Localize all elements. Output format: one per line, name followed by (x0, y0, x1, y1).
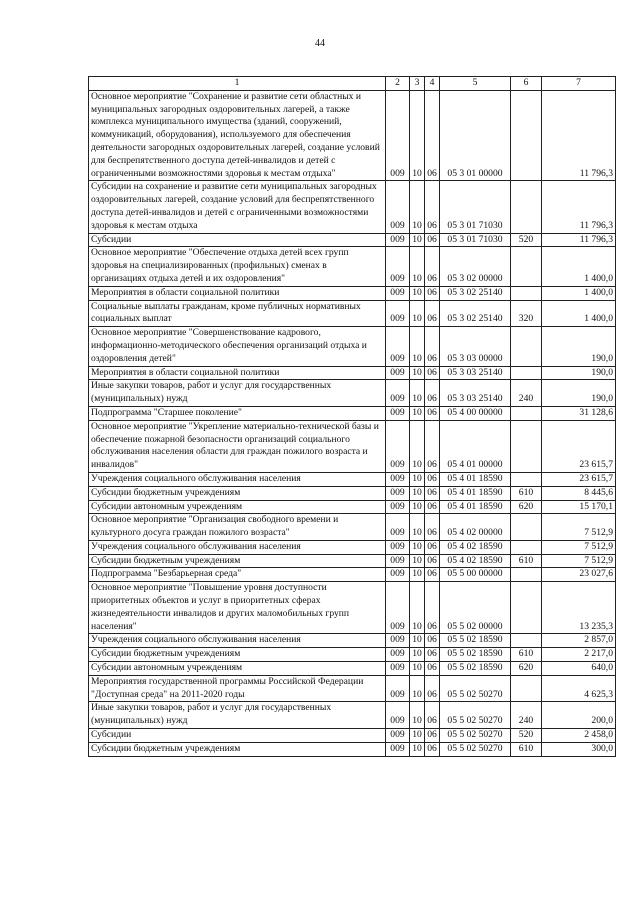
row-name-cell: Мероприятия государственной программы Российской Федерации "Доступная среда" на 2011-2020 годы (89, 675, 386, 702)
section-code-cell: 10 (410, 247, 425, 286)
table-row (89, 486, 616, 500)
subsection-code-cell: 06 (425, 568, 440, 582)
amount-cell: 23 027,6 (542, 568, 616, 582)
section-code-cell: 10 (410, 286, 425, 300)
section-code-cell: 10 (410, 486, 425, 500)
subsection-code-cell: 06 (425, 286, 440, 300)
expense-type-code-cell: 620 (511, 500, 542, 514)
amount-cell: 190,0 (542, 366, 616, 380)
amount-cell: 2 857,0 (542, 634, 616, 648)
table-row (89, 742, 616, 756)
section-code-cell: 10 (410, 233, 425, 247)
ministry-code-cell: 009 (386, 729, 410, 743)
amount-cell: 190,0 (542, 327, 616, 366)
target-article-code-cell: 05 4 02 18590 (440, 554, 511, 568)
section-code-cell: 10 (410, 742, 425, 756)
target-article-code-cell: 05 4 02 18590 (440, 540, 511, 554)
target-article-code-cell: 05 3 02 25140 (440, 286, 511, 300)
row-name-cell: Субсидии бюджетным учреждениям (89, 486, 386, 500)
target-article-code-cell: 05 3 03 00000 (440, 327, 511, 366)
expense-type-code-cell (511, 327, 542, 366)
expense-type-code-cell (511, 406, 542, 420)
subsection-code-cell: 06 (425, 380, 440, 407)
ministry-code-cell: 009 (386, 406, 410, 420)
row-name-cell: Основное мероприятие "Укрепление материально-технической базы и обеспечение пожарной безопасности организаций социального обслуживания населения области для граждан пожилого возраста и инвалидов" (89, 420, 386, 472)
target-article-code-cell: 05 3 01 00000 (440, 90, 511, 181)
subsection-code-cell: 06 (425, 181, 440, 233)
section-code-cell: 10 (410, 380, 425, 407)
target-article-code-cell: 05 3 01 71030 (440, 181, 511, 233)
table-row (89, 286, 616, 300)
ministry-code-cell: 009 (386, 742, 410, 756)
expense-type-code-cell (511, 568, 542, 582)
header-cell-2: 2 (386, 77, 410, 91)
table-row (89, 729, 616, 743)
header-cell-6: 6 (511, 77, 542, 91)
subsection-code-cell: 06 (425, 486, 440, 500)
amount-cell: 1 400,0 (542, 247, 616, 286)
amount-cell: 300,0 (542, 742, 616, 756)
table-row (89, 380, 616, 407)
ministry-code-cell: 009 (386, 366, 410, 380)
row-name-cell: Субсидии на сохранение и развитие сети муниципальных загородных оздоровительных лагерей, создание условий для беспрепятственного доступа детей-инвалидов и детей с ограниченными возможностями здоровья к местам отдыха (89, 181, 386, 233)
expense-type-code-cell (511, 514, 542, 541)
table-row (89, 327, 616, 366)
target-article-code-cell: 05 3 01 71030 (440, 233, 511, 247)
target-article-code-cell: 05 3 02 00000 (440, 247, 511, 286)
ministry-code-cell: 009 (386, 327, 410, 366)
target-article-code-cell: 05 5 02 18590 (440, 634, 511, 648)
subsection-code-cell: 06 (425, 472, 440, 486)
section-code-cell: 10 (410, 648, 425, 662)
subsection-code-cell: 06 (425, 366, 440, 380)
expense-type-code-cell (511, 366, 542, 380)
table-row (89, 702, 616, 729)
row-name-cell: Иные закупки товаров, работ и услуг для государственных (муниципальных) нужд (89, 380, 386, 407)
section-code-cell: 10 (410, 500, 425, 514)
row-name-cell: Учреждения социального обслуживания населения (89, 634, 386, 648)
subsection-code-cell: 06 (425, 233, 440, 247)
ministry-code-cell: 009 (386, 181, 410, 233)
row-name-cell: Подпрограмма "Безбарьерная среда" (89, 568, 386, 582)
section-code-cell: 10 (410, 554, 425, 568)
target-article-code-cell: 05 4 01 18590 (440, 500, 511, 514)
table-row (89, 233, 616, 247)
table-row (89, 366, 616, 380)
amount-cell: 23 615,7 (542, 472, 616, 486)
ministry-code-cell: 009 (386, 702, 410, 729)
amount-cell: 23 615,7 (542, 420, 616, 472)
subsection-code-cell: 06 (425, 300, 440, 327)
row-name-cell: Субсидии (89, 729, 386, 743)
table-row (89, 90, 616, 181)
row-name-cell: Субсидии бюджетным учреждениям (89, 742, 386, 756)
subsection-code-cell: 06 (425, 634, 440, 648)
expense-type-code-cell: 610 (511, 648, 542, 662)
ministry-code-cell: 009 (386, 500, 410, 514)
row-name-cell: Мероприятия в области социальной политики (89, 286, 386, 300)
subsection-code-cell: 06 (425, 729, 440, 743)
amount-cell: 11 796,3 (542, 90, 616, 181)
subsection-code-cell: 06 (425, 500, 440, 514)
subsection-code-cell: 06 (425, 675, 440, 702)
row-name-cell: Субсидии автономным учреждениям (89, 662, 386, 676)
row-name-cell: Социальные выплаты гражданам, кроме публичных нормативных социальных выплат (89, 300, 386, 327)
subsection-code-cell: 06 (425, 420, 440, 472)
row-name-cell: Мероприятия в области социальной политики (89, 366, 386, 380)
expense-type-code-cell (511, 286, 542, 300)
expense-type-code-cell: 240 (511, 380, 542, 407)
ministry-code-cell: 009 (386, 486, 410, 500)
expense-type-code-cell (511, 472, 542, 486)
target-article-code-cell: 05 3 03 25140 (440, 380, 511, 407)
budget-table (88, 76, 616, 757)
expense-type-code-cell (511, 540, 542, 554)
row-name-cell: Основное мероприятие "Совершенствование кадрового, информационно-методического обеспечения организаций отдыха и оздоровления детей" (89, 327, 386, 366)
row-name-cell: Учреждения социального обслуживания населения (89, 540, 386, 554)
page-number: 44 (315, 38, 325, 49)
ministry-code-cell: 009 (386, 286, 410, 300)
subsection-code-cell: 06 (425, 406, 440, 420)
expense-type-code-cell (511, 634, 542, 648)
amount-cell: 8 445,6 (542, 486, 616, 500)
header-cell-3: 3 (410, 77, 425, 91)
ministry-code-cell: 009 (386, 568, 410, 582)
expense-type-code-cell (511, 90, 542, 181)
row-name-cell: Субсидии бюджетным учреждениям (89, 648, 386, 662)
expense-type-code-cell: 610 (511, 486, 542, 500)
amount-cell: 31 128,6 (542, 406, 616, 420)
section-code-cell: 10 (410, 514, 425, 541)
row-name-cell: Субсидии автономным учреждениям (89, 500, 386, 514)
amount-cell: 7 512,9 (542, 514, 616, 541)
target-article-code-cell: 05 5 02 50270 (440, 742, 511, 756)
header-cell-5: 5 (440, 77, 511, 91)
expense-type-code-cell (511, 181, 542, 233)
amount-cell: 15 170,1 (542, 500, 616, 514)
row-name-cell: Основное мероприятие "Повышение уровня доступности приоритетных объектов и услуг в приоритетных сферах жизнедеятельности инвалидов и других маломобильных групп населения" (89, 582, 386, 634)
table-row (89, 568, 616, 582)
row-name-cell: Субсидии (89, 233, 386, 247)
table-row (89, 675, 616, 702)
target-article-code-cell: 05 4 01 00000 (440, 420, 511, 472)
ministry-code-cell: 009 (386, 247, 410, 286)
subsection-code-cell: 06 (425, 540, 440, 554)
table-row (89, 406, 616, 420)
expense-type-code-cell (511, 582, 542, 634)
section-code-cell: 10 (410, 420, 425, 472)
target-article-code-cell: 05 5 02 00000 (440, 582, 511, 634)
target-article-code-cell: 05 5 02 50270 (440, 675, 511, 702)
row-name-cell: Основное мероприятие "Обеспечение отдыха детей всех групп здоровья на специализированных (профильных) сменах в организациях отдыха детей и их оздоровления" (89, 247, 386, 286)
amount-cell: 4 625,3 (542, 675, 616, 702)
section-code-cell: 10 (410, 568, 425, 582)
table-row (89, 634, 616, 648)
ministry-code-cell: 009 (386, 420, 410, 472)
ministry-code-cell: 009 (386, 540, 410, 554)
expense-type-code-cell: 620 (511, 662, 542, 676)
ministry-code-cell: 009 (386, 514, 410, 541)
target-article-code-cell: 05 5 00 00000 (440, 568, 511, 582)
row-name-cell: Основное мероприятие "Организация свободного времени и культурного досуга граждан пожилого возраста" (89, 514, 386, 541)
target-article-code-cell: 05 4 00 00000 (440, 406, 511, 420)
table-row (89, 300, 616, 327)
row-name-cell: Подпрограмма "Старшее поколение" (89, 406, 386, 420)
ministry-code-cell: 009 (386, 662, 410, 676)
section-code-cell: 10 (410, 181, 425, 233)
table-row (89, 662, 616, 676)
ministry-code-cell: 009 (386, 300, 410, 327)
table-row (89, 514, 616, 541)
expense-type-code-cell (511, 420, 542, 472)
amount-cell: 11 796,3 (542, 233, 616, 247)
table-row (89, 181, 616, 233)
section-code-cell: 10 (410, 90, 425, 181)
ministry-code-cell: 009 (386, 472, 410, 486)
subsection-code-cell: 06 (425, 514, 440, 541)
amount-cell: 640,0 (542, 662, 616, 676)
row-name-cell: Основное мероприятие "Сохранение и развитие сети областных и муниципальных загородных оздоровительных лагерей, а также комплекса муниципального имущества (зданий, сооружений, коммуникаций, оборудования), используемого для обеспечения деятельности загородных оздоровительных лагерей, создание условий для беспрепятственного доступа детей-инвалидов и детей с ограниченными возможностями здоровья к местам отдыха" (89, 90, 386, 181)
target-article-code-cell: 05 3 02 25140 (440, 300, 511, 327)
target-article-code-cell: 05 3 03 25140 (440, 366, 511, 380)
section-code-cell: 10 (410, 300, 425, 327)
expense-type-code-cell (511, 247, 542, 286)
expense-type-code-cell: 520 (511, 729, 542, 743)
ministry-code-cell: 009 (386, 233, 410, 247)
header-cell-1: 1 (89, 77, 386, 91)
amount-cell: 1 400,0 (542, 300, 616, 327)
target-article-code-cell: 05 5 02 18590 (440, 662, 511, 676)
target-article-code-cell: 05 5 02 50270 (440, 729, 511, 743)
target-article-code-cell: 05 4 02 00000 (440, 514, 511, 541)
subsection-code-cell: 06 (425, 554, 440, 568)
section-code-cell: 10 (410, 472, 425, 486)
amount-cell: 2 458,0 (542, 729, 616, 743)
ministry-code-cell: 009 (386, 582, 410, 634)
target-article-code-cell: 05 5 02 50270 (440, 702, 511, 729)
ministry-code-cell: 009 (386, 648, 410, 662)
table-row (89, 582, 616, 634)
section-code-cell: 10 (410, 406, 425, 420)
table-body (89, 90, 616, 756)
expense-type-code-cell: 240 (511, 702, 542, 729)
amount-cell: 190,0 (542, 380, 616, 407)
amount-cell: 7 512,9 (542, 540, 616, 554)
section-code-cell: 10 (410, 634, 425, 648)
header-cell-7: 7 (542, 77, 616, 91)
expense-type-code-cell: 610 (511, 742, 542, 756)
table-row (89, 648, 616, 662)
ministry-code-cell: 009 (386, 554, 410, 568)
target-article-code-cell: 05 4 01 18590 (440, 472, 511, 486)
section-code-cell: 10 (410, 582, 425, 634)
table-row (89, 540, 616, 554)
ministry-code-cell: 009 (386, 634, 410, 648)
section-code-cell: 10 (410, 675, 425, 702)
amount-cell: 1 400,0 (542, 286, 616, 300)
table-row (89, 420, 616, 472)
section-code-cell: 10 (410, 662, 425, 676)
subsection-code-cell: 06 (425, 702, 440, 729)
section-code-cell: 10 (410, 366, 425, 380)
subsection-code-cell: 06 (425, 742, 440, 756)
expense-type-code-cell: 320 (511, 300, 542, 327)
amount-cell: 200,0 (542, 702, 616, 729)
table-row (89, 472, 616, 486)
section-code-cell: 10 (410, 327, 425, 366)
amount-cell: 2 217,0 (542, 648, 616, 662)
header-row (89, 77, 616, 91)
row-name-cell: Иные закупки товаров, работ и услуг для государственных (муниципальных) нужд (89, 702, 386, 729)
ministry-code-cell: 009 (386, 90, 410, 181)
subsection-code-cell: 06 (425, 247, 440, 286)
table-row (89, 554, 616, 568)
amount-cell: 11 796,3 (542, 181, 616, 233)
ministry-code-cell: 009 (386, 380, 410, 407)
subsection-code-cell: 06 (425, 648, 440, 662)
expense-type-code-cell: 610 (511, 554, 542, 568)
amount-cell: 13 235,3 (542, 582, 616, 634)
section-code-cell: 10 (410, 729, 425, 743)
subsection-code-cell: 06 (425, 327, 440, 366)
subsection-code-cell: 06 (425, 662, 440, 676)
table-row (89, 500, 616, 514)
target-article-code-cell: 05 5 02 18590 (440, 648, 511, 662)
subsection-code-cell: 06 (425, 582, 440, 634)
row-name-cell: Учреждения социального обслуживания населения (89, 472, 386, 486)
row-name-cell: Субсидии бюджетным учреждениям (89, 554, 386, 568)
table-row (89, 247, 616, 286)
header-cell-4: 4 (425, 77, 440, 91)
ministry-code-cell: 009 (386, 675, 410, 702)
expense-type-code-cell: 520 (511, 233, 542, 247)
expense-type-code-cell (511, 675, 542, 702)
section-code-cell: 10 (410, 702, 425, 729)
amount-cell: 7 512,9 (542, 554, 616, 568)
target-article-code-cell: 05 4 01 18590 (440, 486, 511, 500)
section-code-cell: 10 (410, 540, 425, 554)
subsection-code-cell: 06 (425, 90, 440, 181)
